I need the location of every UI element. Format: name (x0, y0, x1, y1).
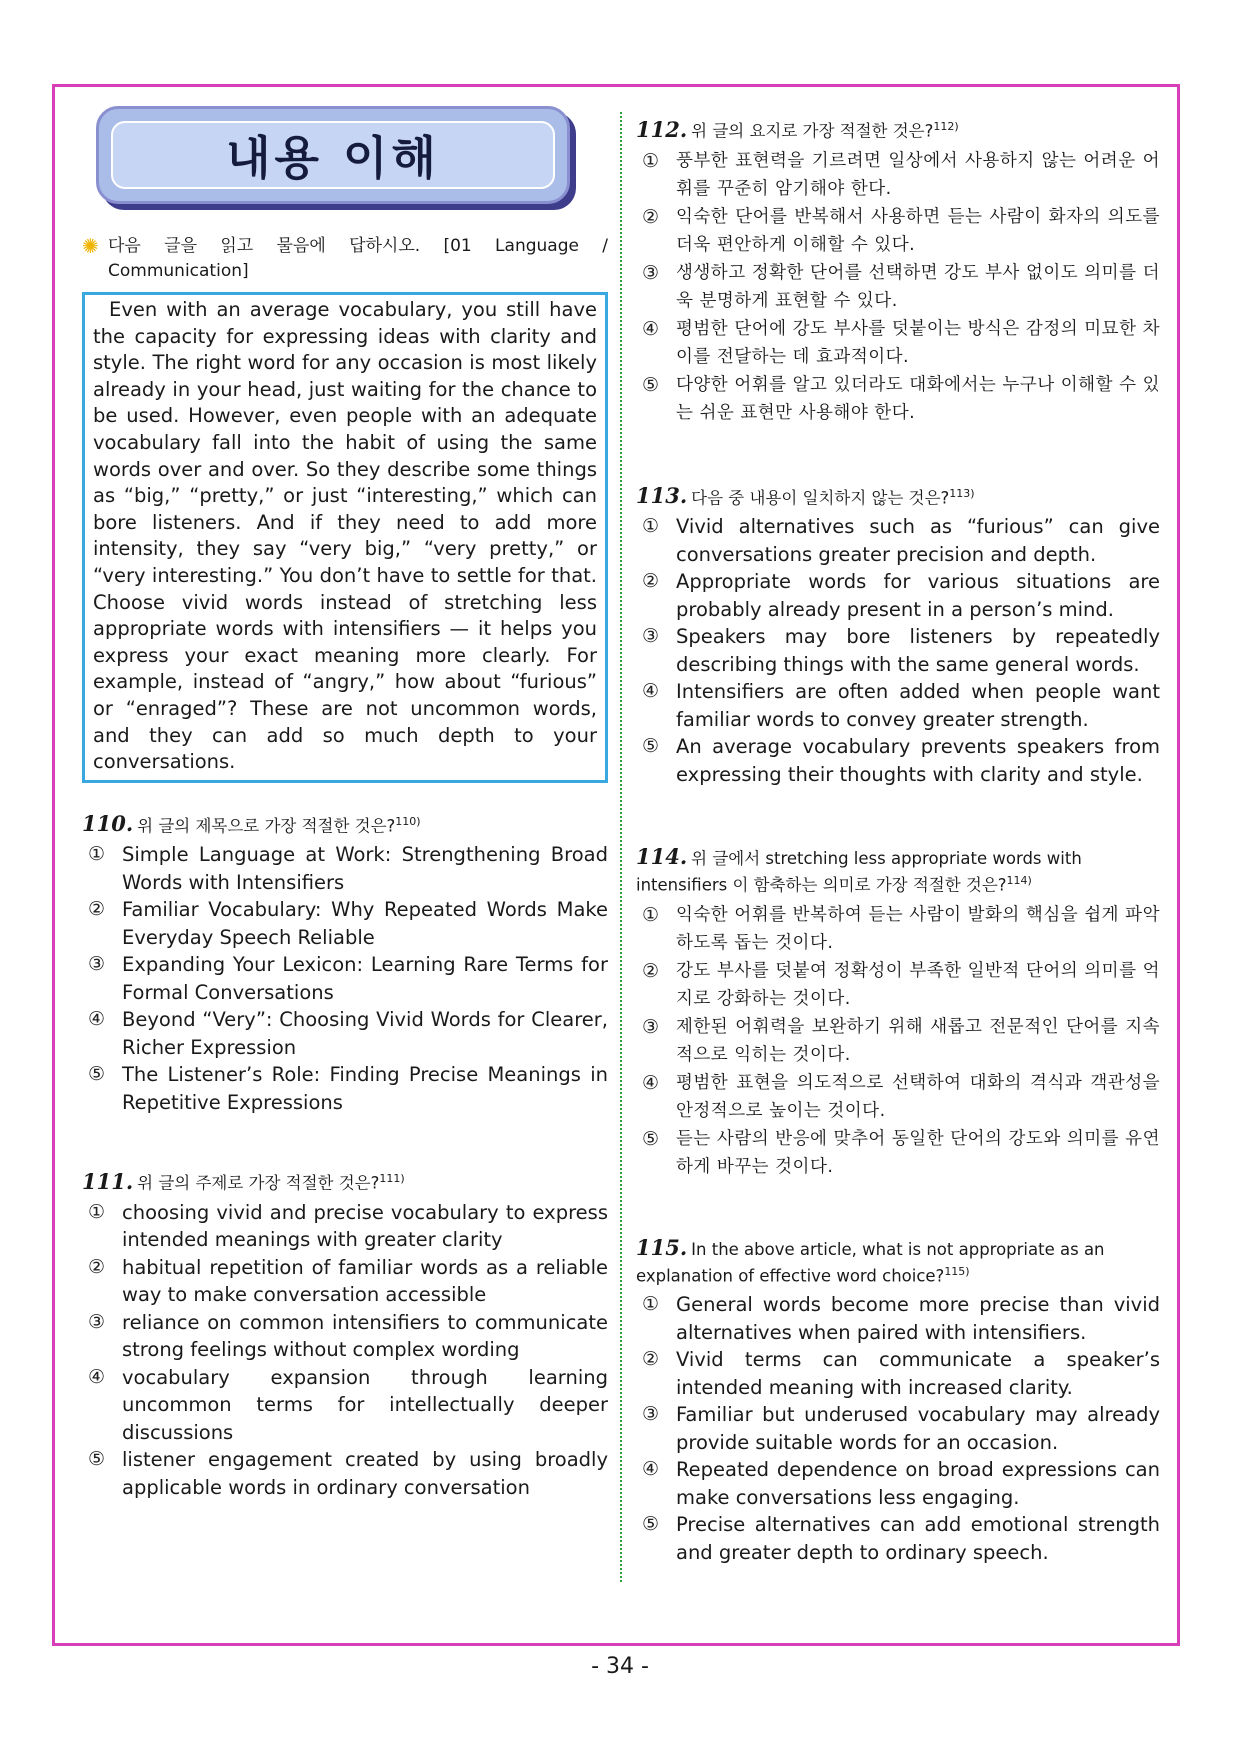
question-header (636, 1234, 1160, 1288)
option-1[interactable]: ① 풍부한 표현력을 기르려면 일상에서 사용하지 않는 어려운 어휘를 꾸준히 암기해야 한다. (642, 149, 1160, 199)
option-4[interactable]: ④ vocabulary expansion through learning uncommon terms for intellectually deeper discussions (88, 1365, 608, 1444)
option-5[interactable]: ⑤ The Listener’s Role: Finding Precise Meanings in Repetitive Expressions (88, 1063, 608, 1114)
question-prompt: 다음 중 내용이 일치하지 않는 것은? (691, 488, 950, 507)
question-header (82, 1168, 608, 1195)
option-4[interactable]: ④ Intensifiers are often added when people want familiar words to convey greater strength. (642, 680, 1160, 731)
option-4[interactable]: ④ Beyond “Very”: Choosing Vivid Words for Clearer, Richer Expression (88, 1008, 608, 1059)
question-number: 114. (636, 844, 688, 869)
question-110 (82, 811, 608, 1117)
passage-text: Even with an average vocabulary, you still have the capacity for expressing ideas with clarity and style. The right word for any occasion is most likely already in your head, just waiting for the chance to be used. However, even people with an adequate vocabulary fall into the habit of using the same words over and over. So they describe some things as “big,” “pretty,” or just “interesting,” which can bore listeners. And if they need to add more intensity, they say “very big,” “very pretty,” or “very interesting.” You don’t have to settle for that. Choose vivid words instead of stretching less appropriate words with intensifiers — it helps you express your exact meaning more clearly. For example, instead of “angry,” how about “furious” or “enraged”? These are not uncommon words, and they can add so much depth to your conversations. (93, 298, 597, 774)
question-number: 112. (636, 116, 688, 142)
option-list (636, 513, 1160, 788)
flower-icon: ✺ (82, 234, 99, 258)
option-4[interactable]: ④ 평범한 단어에 강도 부사를 덧붙이는 방식은 감정의 미묘한 차이를 전달하는 데 효과적이다. (642, 317, 1160, 367)
option-5[interactable]: ⑤ listener engagement created by using broadly applicable words in ordinary conversation (88, 1448, 608, 1499)
question-number: 115. (636, 1234, 688, 1260)
option-list (82, 841, 608, 1116)
question-prompt: 위 글의 제목으로 가장 적절한 것은? (137, 816, 396, 836)
instruction (82, 234, 608, 284)
footnote-ref: 113) (949, 486, 975, 500)
option-2[interactable]: ② Familiar Vocabulary: Why Repeated Words Make Everyday Speech Reliable (88, 898, 608, 949)
option-list (636, 147, 1160, 427)
option-3[interactable]: ③ 생생하고 정확한 단어를 선택하면 강도 부사 없이도 의미를 더욱 분명하게 표현할 수 있다. (642, 261, 1160, 311)
reading-passage (82, 292, 608, 783)
option-4[interactable]: ④ Repeated dependence on broad expressions can make conversations less engaging. (642, 1458, 1160, 1509)
footnote-ref: 110) (395, 814, 421, 828)
question-115 (636, 1234, 1160, 1567)
question-number: 113. (636, 483, 688, 508)
option-1[interactable]: ① General words become more precise than vivid alternatives when paired with intensifiers. (642, 1293, 1160, 1344)
option-2[interactable]: ② 강도 부사를 덧붙여 정확성이 부족한 일반적 단어의 의미를 억지로 강화하는 것이다. (642, 959, 1160, 1009)
option-list (82, 1199, 608, 1502)
option-1[interactable]: ① choosing vivid and precise vocabulary to express intended meanings with greater clarity (88, 1200, 608, 1252)
page-number: - 34 - (591, 1654, 649, 1679)
option-3[interactable]: ③ Familiar but underused vocabulary may already provide suitable words for an occasion. (642, 1403, 1160, 1454)
question-header (636, 483, 1160, 510)
option-1[interactable]: ① Vivid alternatives such as “furious” can give conversations greater precision and depth. (642, 515, 1160, 566)
question-prompt: 위 글의 요지로 가장 적절한 것은? (691, 121, 934, 141)
option-3[interactable]: ③ Expanding Your Lexicon: Learning Rare Terms for Formal Conversations (88, 953, 608, 1004)
question-prompt: In the above article, what is not appropriate as an explanation of effective word choice? (636, 1239, 1105, 1285)
option-1[interactable]: ① Simple Language at Work: Strengthening Broad Words with Intensifiers (88, 843, 608, 894)
footnote-ref: 115) (944, 1264, 970, 1278)
question-114 (636, 846, 1160, 1181)
option-list (636, 901, 1160, 1181)
question-header (636, 846, 1160, 897)
question-112 (636, 116, 1160, 427)
section-title: 내용 이해 (226, 131, 440, 185)
section-title-box (96, 106, 570, 204)
option-5[interactable]: ⑤ 다양한 어휘를 알고 있더라도 대화에서는 누구나 이해할 수 있는 쉬운 표현만 사용해야 한다. (642, 373, 1160, 423)
option-4[interactable]: ④ 평범한 표현을 의도적으로 선택하여 대화의 격식과 객관성을 안정적으로 높이는 것이다. (642, 1071, 1160, 1121)
question-113 (636, 483, 1160, 789)
column-divider (620, 112, 622, 1582)
section-title-inner (111, 121, 555, 189)
instruction-text: 다음 글을 읽고 물음에 답하시오. [01 Language / Communication] (108, 236, 608, 281)
option-list (636, 1291, 1160, 1566)
footnote-ref: 111) (379, 1172, 405, 1186)
left-column (82, 106, 608, 1501)
option-2[interactable]: ② habitual repetition of familiar words as a reliable way to make conversation accessible (88, 1255, 608, 1307)
option-5[interactable]: ⑤ An average vocabulary prevents speakers from expressing their thoughts with clarity and style. (642, 735, 1160, 786)
option-2[interactable]: ② Vivid terms can communicate a speaker’s intended meaning with increased clarity. (642, 1348, 1160, 1399)
right-column (636, 116, 1160, 1566)
option-3[interactable]: ③ 제한된 어휘력을 보완하기 위해 새롭고 전문적인 단어를 지속적으로 익히는 것이다. (642, 1015, 1160, 1065)
option-3[interactable]: ③ reliance on common intensifiers to communicate strong feelings without complex wording (88, 1310, 608, 1362)
question-header (82, 811, 608, 838)
option-3[interactable]: ③ Speakers may bore listeners by repeatedly describing things with the same general words. (642, 625, 1160, 676)
footnote-ref: 114) (1006, 874, 1032, 887)
question-prompt: 위 글에서 stretching less appropriate words with intensifiers 이 함축하는 의미로 가장 적절한 것은? (636, 849, 1082, 895)
question-header (636, 116, 1160, 143)
option-2[interactable]: ② Appropriate words for various situations are probably already present in a person’s mind. (642, 570, 1160, 621)
option-2[interactable]: ② 익숙한 단어를 반복해서 사용하면 듣는 사람이 화자의 의도를 더욱 편안하게 이해할 수 있다. (642, 205, 1160, 255)
option-1[interactable]: ① 익숙한 어휘를 반복하여 듣는 사람이 발화의 핵심을 쉽게 파악하도록 돕는 것이다. (642, 903, 1160, 953)
option-5[interactable]: ⑤ Precise alternatives can add emotional strength and greater depth to ordinary speech. (642, 1513, 1160, 1564)
footnote-ref: 112) (933, 120, 959, 133)
question-111 (82, 1168, 608, 1501)
question-number: 111. (82, 1168, 134, 1194)
question-prompt: 위 글의 주제로 가장 적절한 것은? (137, 1173, 380, 1193)
option-5[interactable]: ⑤ 듣는 사람의 반응에 맞추어 동일한 단어의 강도와 의미를 유연하게 바꾸는 것이다. (642, 1127, 1160, 1177)
question-number: 110. (82, 811, 134, 837)
